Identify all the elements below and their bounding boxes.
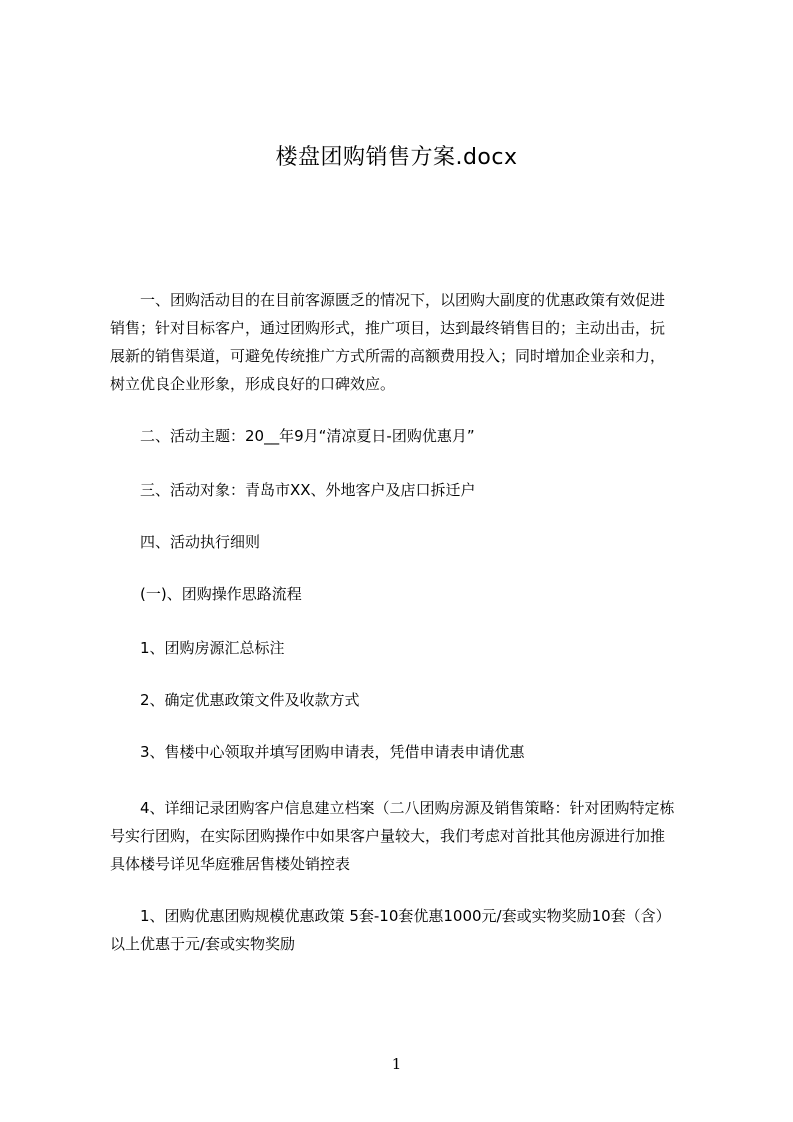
paragraph-line: 一、团购活动目的在目前客源匮乏的情况下，以团购大副度的优惠政策有效促进 <box>140 291 666 309</box>
paragraph-step-2: 2、确定优惠政策文件及收款方式 <box>140 691 360 709</box>
page-number: 1 <box>391 1055 402 1073</box>
paragraph-flow-heading: (一)、团购操作思路流程 <box>140 585 302 603</box>
paragraph-line: 号实行团购，在实际团购操作中如果客户量较大，我们考虑对首批其他房源进行加推 <box>110 827 666 845</box>
document-title: 楼盘团购销售方案.docx <box>275 145 518 170</box>
paragraph-line: 销售；针对目标客户，通过团购形式，推广项目，达到最终销售目的；主动出击，抏 <box>110 319 666 337</box>
paragraph-step-3: 3、售楼中心领取并填写团购申请表，凭借申请表申请优惠 <box>140 743 525 761</box>
paragraph-theme: 二、活动主题：20__年9月“清凉夏日-团购优惠月” <box>140 427 475 445</box>
paragraph-target: 三、活动对象：青岛市XX、外地客户及店口拆迁户 <box>140 481 476 499</box>
paragraph-line: 具体楼号详见华庭雅居售楼处销控表 <box>110 855 351 873</box>
paragraph-line: 1、团购优惠团购规模优惠政策 5套-10套优惠1000元/套或实物奖励10套（含） <box>140 907 671 925</box>
paragraph-discount <box>110 902 710 958</box>
paragraph-line: 4、详细记录团购客户信息建立档案（二八团购房源及销售策略：针对团购特定栋 <box>140 799 675 817</box>
paragraph-step-4 <box>110 794 710 878</box>
paragraph-step-1: 1、团购房源汇总标注 <box>140 639 285 657</box>
paragraph-line: 树立优良企业形象，形成良好的口碑效应。 <box>110 375 396 393</box>
paragraph-purpose <box>110 286 710 398</box>
paragraph-line: 以上优惠于元/套或实物奖励 <box>110 935 296 953</box>
paragraph-line: 展新的销售渠道，可避免传统推广方式所需的高额费用投入；同时增加企业亲和力， <box>110 347 666 365</box>
paragraph-rules-heading: 四、活动执行细则 <box>140 533 261 551</box>
